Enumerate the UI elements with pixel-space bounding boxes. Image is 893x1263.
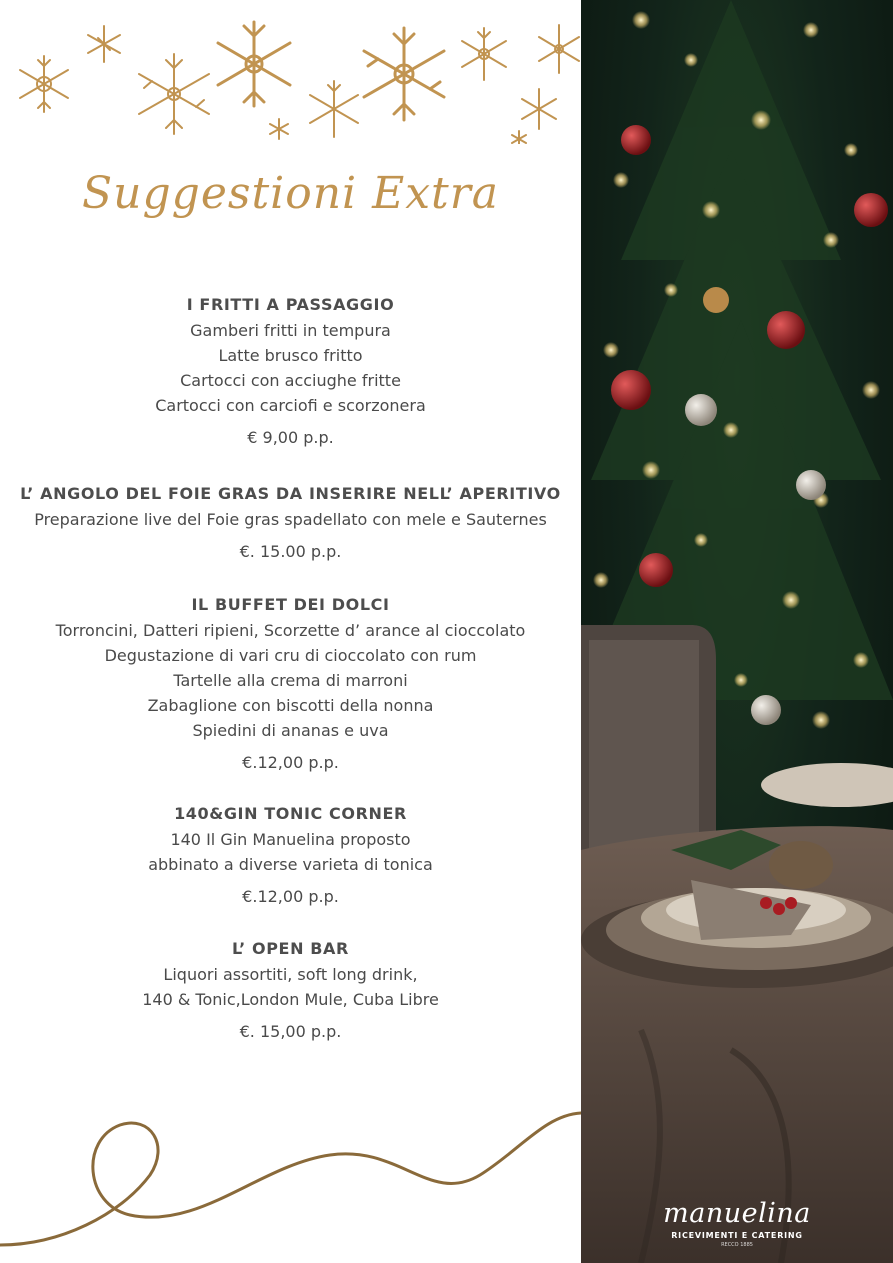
photo-illustration	[581, 0, 893, 1263]
menu-item: Degustazione di vari cru di cioccolato con rum	[104, 646, 477, 665]
snowflake-icon	[364, 28, 444, 120]
price: €.12,00 p.p.	[242, 887, 339, 906]
snowflake-border	[14, 14, 580, 144]
menu-item: Cartocci con carciofi e scorzonera	[155, 396, 426, 415]
snowflake-icon	[218, 22, 290, 106]
menu-item: abbinato a diverse varieta di tonica	[148, 855, 433, 874]
section-heading: 140&GIN TONIC CORNER	[174, 804, 407, 823]
menu-section-gin-tonic	[0, 803, 581, 906]
snowflake-icon	[270, 119, 288, 139]
snowflake-icon	[512, 131, 526, 144]
gold-swirl-icon	[0, 1095, 581, 1263]
menu-item: 140 Il Gin Manuelina proposto	[170, 830, 411, 849]
menu-item: Latte brusco fritto	[218, 346, 363, 365]
section-heading: L’ OPEN BAR	[232, 939, 349, 958]
price: €.12,00 p.p.	[242, 753, 339, 772]
manuelina-logo	[581, 1198, 893, 1248]
snowflake-icon	[539, 25, 579, 73]
price: €. 15,00 p.p.	[239, 1022, 342, 1041]
snowflake-icon	[310, 81, 358, 137]
page-title: Suggestioni Extra	[82, 168, 499, 219]
menu-item: Zabaglione con biscotti della nonna	[147, 696, 434, 715]
section-heading: I FRITTI A PASSAGGIO	[186, 295, 395, 314]
logo-subtitle: RICEVIMENTI E CATERING	[671, 1231, 803, 1240]
menu-item: Gamberi fritti in tempura	[190, 321, 391, 340]
menu-item: Torroncini, Datteri ripieni, Scorzette d’ arance al cioccolato	[55, 621, 526, 640]
menu-section-open-bar	[0, 938, 581, 1041]
section-heading: L’ ANGOLO DEL FOIE GRAS DA INSERIRE NELL’ APERITIVO	[20, 484, 561, 503]
menu-item: 140 & Tonic,London Mule, Cuba Libre	[142, 990, 439, 1009]
section-heading: IL BUFFET DEI DOLCI	[191, 595, 390, 614]
price: € 9,00 p.p.	[247, 428, 334, 447]
logo-name: manuelina	[663, 1198, 811, 1229]
menu-item: Liquori assortiti, soft long drink,	[163, 965, 418, 984]
christmas-tree-table-photo	[581, 0, 893, 1263]
menu-item: Tartelle alla crema di marroni	[173, 671, 408, 690]
menu-section-foie-gras	[0, 483, 581, 561]
menu-section-dolci	[0, 594, 581, 772]
menu-section-fritti	[0, 294, 581, 447]
menu-item: Spiedini di ananas e uva	[192, 721, 389, 740]
price: €. 15.00 p.p.	[239, 542, 342, 561]
snowflake-icon	[88, 26, 120, 62]
snowflake-icon	[139, 54, 209, 134]
menu-item: Preparazione live del Foie gras spadellato con mele e Sauternes	[34, 510, 547, 529]
snowflake-icon	[522, 89, 556, 129]
snowflake-icon	[20, 56, 68, 112]
logo-tagline: RECCO 1885	[721, 1242, 753, 1248]
menu-item: Cartocci con acciughe fritte	[180, 371, 401, 390]
snowflake-icon	[462, 28, 506, 80]
